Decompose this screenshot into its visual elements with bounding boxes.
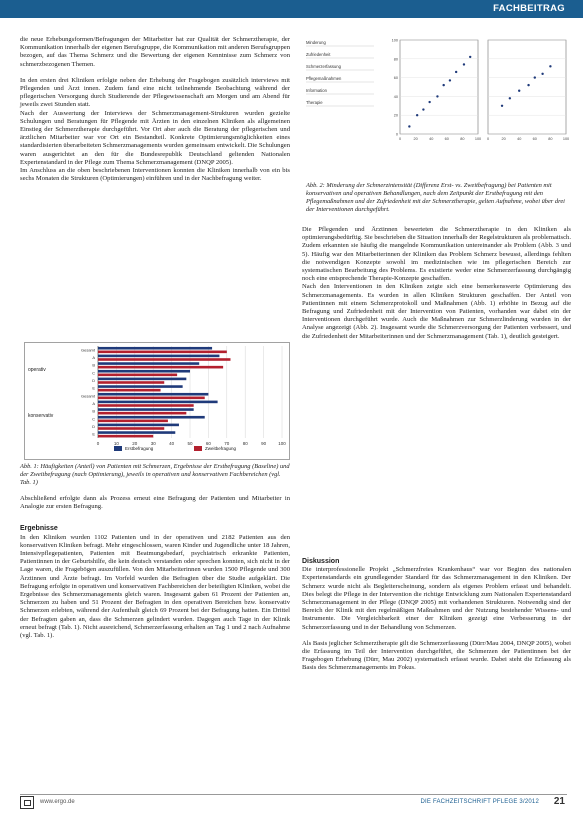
bar — [98, 404, 194, 407]
bar — [98, 381, 164, 384]
x-tick-label: 100 — [474, 137, 482, 141]
bar — [98, 420, 168, 423]
x-tick-label: 20 — [132, 441, 138, 446]
category-label: Gesamt — [80, 393, 95, 399]
bar — [98, 389, 161, 392]
bar — [98, 393, 208, 396]
footer-journal: DIE FACHZEITSCHRIFT PFLEGE 3/2012 — [420, 799, 539, 805]
category-label: E — [92, 385, 95, 391]
discussion-block — [302, 558, 571, 673]
scatter-point — [436, 95, 438, 97]
y-tick-label: 80 — [393, 57, 398, 62]
category-label: D — [92, 424, 95, 429]
bar — [98, 408, 194, 411]
x-tick-label: 0 — [96, 441, 100, 446]
left-column-bottom — [20, 495, 290, 640]
x-tick-label: 100 — [278, 441, 286, 446]
bar — [98, 366, 223, 369]
panel-frame — [488, 40, 566, 134]
legend-entry: Information — [306, 88, 327, 93]
scatter-point — [501, 105, 503, 107]
paragraph-interviews: In den ersten drei Kliniken erfolgte neben der Erhebung der Fragebogen zusätzlich interviews mit Pflegenden und Ärzt innen. Zudem fand eine nicht teilnehmende Beobachtung während der pflegerischen Versorgung durch Studierende der Pflegewissenschaft am Morgen und am Abend für jeweils zwei Stunden statt. — [20, 76, 290, 109]
paragraph-anschluss: Im Anschluss an die oben beschriebenen Interventionen konnten die Kliniken innerhalb von ein bis sechs Monaten die Strukturen (Optimierungen) einführen und in der Nachbefragung weiter. — [20, 167, 290, 183]
x-tick-label: 50 — [187, 441, 193, 446]
category-label: C — [92, 370, 95, 376]
x-tick-label: 60 — [205, 441, 211, 446]
legend-entry: Zufriedenheit — [306, 52, 331, 57]
category-label: A — [92, 401, 95, 406]
scatter-point — [455, 71, 457, 73]
x-tick-label: 20 — [501, 137, 506, 141]
group-label: konservativ — [28, 413, 54, 419]
bar — [98, 378, 186, 381]
scatter-point — [534, 76, 536, 78]
bar-chart-figure — [24, 342, 290, 460]
bar — [98, 374, 177, 377]
category-label: B — [92, 362, 95, 368]
legend-entry: Minderung — [306, 40, 326, 45]
bar — [98, 358, 230, 361]
legend-swatch — [114, 446, 122, 451]
x-tick-label: 0 — [398, 137, 402, 141]
bar — [98, 355, 219, 358]
scatter-chart-figure — [302, 34, 570, 152]
right-column — [302, 226, 571, 341]
x-tick-label: 20 — [413, 137, 418, 141]
page-footer — [0, 796, 583, 816]
bar — [98, 424, 179, 427]
category-label: C — [92, 416, 95, 422]
scatter-point — [442, 84, 444, 86]
bar — [98, 397, 205, 400]
scatter-point — [408, 125, 410, 127]
legend-label: Erstbefragung — [125, 446, 154, 451]
x-tick-label: 0 — [486, 137, 490, 141]
page-number: 21 — [553, 796, 565, 807]
legend-entry: Therapie — [306, 100, 323, 105]
results-text: In den Kliniken wurden 1102 Patienten und in der operativen und 2182 Patienten aus den konservativen Kliniken befragt. Mehr eingeschlossen, waren Kinder und Jugendliche unter 18 Jahren, Intensivpflegepatienten, Patienten mit Beatmungsbedarf, psychiatrisch erkrankte Patienten, Patientinnen in der Geburtshilfe, die kein deutsch verstanden oder sprechen konnten, sich nicht in der Lage waren, die Fragebögen auszufüllen. Von den Mitarbeiterinnen wurden 1500 Pflegende und 300 Ärztinnen und Ärzte befragt. Im Vorfeld wurden die Befragten über die Studie aufgeklärt. Die Befragung erfolgte in operativen und konservativen Fachbereichen der beteiligten Kliniken, wobei die Ergebnisse des Schmerzmanagements gleich waren. Insgesamt gaben 61 Prozent der Patienten an, Schmerzen zu haben und 51 Prozent der Befragten in den operativen Bereichen bzw. konservativ Schmerzen erlebten, während der Aufenthalt gleich 69 Prozent bei der Befragung hatten. Ein Drittel der Befragten gaben an, dass die Schmerzen gelindert wurden. Dagegen auch Tage in der Klinik erneut befragt (Tab. 1). Nicht ausreichend, Schmerzerfassung erhalten an Tag 1 und 2 nach Aufnahme (vgl. Tab. 1). — [20, 533, 290, 640]
y-tick-label: 40 — [393, 94, 398, 99]
y-tick-label: 20 — [393, 113, 398, 118]
y-tick-label: 0 — [395, 132, 398, 137]
bar — [98, 362, 199, 365]
category-label: Gesamt — [80, 347, 95, 353]
scatter-point — [527, 84, 529, 86]
bar — [98, 370, 190, 373]
bar — [98, 412, 186, 415]
figure1-caption: Abb. 1: Häufigkeiten (Anteil) von Patienten mit Schmerzen, Ergebnisse der Erstbefragung (Baseline) und der Zweitbefragung (nach Optimierung), jeweils in operativen und konservativen Fachbereichen (vgl. Tab. 1) — [20, 463, 290, 486]
bar — [98, 427, 164, 430]
discussion-heading: Diskussion — [302, 558, 340, 565]
y-tick-label: 100 — [391, 38, 398, 43]
scatter-point — [469, 56, 471, 58]
x-tick-label: 30 — [150, 441, 156, 446]
x-tick-label: 80 — [548, 137, 553, 141]
bar — [98, 435, 153, 438]
x-tick-label: 60 — [444, 137, 449, 141]
x-tick-label: 40 — [169, 441, 175, 446]
x-tick-label: 70 — [224, 441, 230, 446]
category-label: B — [92, 408, 95, 414]
discussion-text: Die interprofessionelle Projekt „Schmerzfreies Krankenhaus“ war vor Beginn des nationalen Expertenstandards ein grundlegender Standard für das Schmerzmanagement in den Kliniken. Der Schmerz wurde nicht als Begleiterscheinung, sondern als eigenes Problem erfasst und behandelt. Dies belegt die Pflege in der Intervention die richtige Entwicklung zum Nationalen Expertenstandard Schmerzmanagement in der Pflege (DNQP 2005) mit vorhandenen Strukturen. Notwendig sind der Bereich der Klinik mit den regelmäßigen Maßnahmen und der Nutzung bestehender Wissens- und Instrumente. Die Vergleichbarkeit einer der Kliniken gezeigt eine Verbesserung in der Schmerzerfassung und in der Behandlung von Schmerzen. — [302, 566, 571, 631]
x-tick-label: 90 — [261, 441, 267, 446]
paragraph-basis: Als Basis jeglicher Schmerztherapie gilt die Schmerzerfassung (Dürr/Mau 2004, DNQP 2005), wobei die Erfassung im Teil der Intervention durchgeführt, die Schmerzen der Patientinnen bei der Fragebogen Erhebung (Dürr, Mau 2002) systematisch erfasst wurde. Dabei steht die Erfassung als Basis des Schmerzmanagements im Fokus. — [302, 639, 571, 672]
group-label: operativ — [28, 367, 46, 373]
x-tick-label: 80 — [242, 441, 248, 446]
x-tick-label: 100 — [562, 137, 570, 141]
scatter-point — [549, 65, 551, 67]
section-label: FACHBEITRAG — [493, 3, 565, 14]
scatter-point — [428, 101, 430, 103]
panel-frame — [400, 40, 478, 134]
publisher-logo-icon — [20, 796, 34, 809]
footer-rule — [20, 794, 567, 795]
paragraph-schulungen: Nach der Auswertung der Interviews der Schmerzmanagement-Strukturen wurden gezielte Schulungen und Beratungen für Pflegende mit Ärzten in den einzelnen Kliniken als allgemeinen Einstieg der Schmerztherapie durchgeführt. Vor Ort aber auch die Beratung der pflegerischen und ärztlichen Mitarbeiter war vor Ort ein Bestandteil. Konkrete Optimierungsmöglichkeiten eines standardisierten überarbeiteten Schmerzmanagements wurden gemeinsam entwickelt. Die Schulungen waren ausgerichtet an den für die Bundesrepublik Deutschland geltenden Nationalen Expertenstandard in der Pflege zum Thema Schmerzmanagement (DNQP 2005). — [20, 109, 290, 166]
left-column-top — [20, 36, 290, 183]
header-banner — [0, 0, 583, 18]
paragraph-optimierung: Nach den Interventionen in den Kliniken zeigte sich eine bemerkenswerte Optimierung des Schmerzmanagements. Es wurden in allen Kliniken Strukturen geschaffen. Der Anteil von Patientinnen mit einem Schmerzprotokoll und Maßnahmen (Abb. 1) erhöhte in Bezug auf die Befragung und Zufriedenheit mit der Intervention von Patienten, vorhanden war dabei ein der Interventionen durchgeführt wurde. Auch die Maßnahmen zur Schmerzlinderung wurden in der Analyse angezeigt (Abb. 2). Insgesamt wurde die Schmerzversorgung der Patienten verbessert, und die Zufriedenheit der Mitarbeiterinnen und der Schmerzmanagement (Tab. 1), deutlich gesteigert. — [302, 283, 571, 340]
category-label: A — [92, 355, 95, 360]
figure2-caption: Abb. 2: Minderung der Schmerzintensität (Differenz Erst- vs. Zweitbefragung) bei Patienten mit konservativen und operativen Behandlungen, nach dem Zeitpunkt der Erstbefragung mit den Pflegemaßnahmen und der Zufriedenheit mit der Schmerztherapie, gelten Aufnahme, wobei über drei der Interventionen durchgeführt. — [306, 182, 565, 213]
legend-label: Zweitbefragung — [205, 446, 237, 451]
x-tick-label: 40 — [429, 137, 434, 141]
scatter-point — [416, 114, 418, 116]
paragraph-bewertung: Die Pflegenden und Ärztinnen bewerteten die Schmerztherapie in den Kliniken als optimierungsbedürftig. Sie beschrieben die Situation innerhalb der Regelstrukturen als problematisch. Zudem erkannten sie häufig die mangelnde Kommunikation untereinander als Problem (Abb. 3 und 5). Häufig war den Mitarbeiterinnen der Kliniken das Problem Schmerz bewusst, allerdings fehlten die notwendigen Konzepte sowohl im medizinischen wie im pflegerischen Bereich zur systematischen Bearbeitung des Problems. Es existierte weder eine Schmerzerfassung durchgängig noch eine entsprechende Therapie-Konzepte geschaffen. — [302, 226, 571, 283]
scatter-point — [541, 73, 543, 75]
legend-entry: Schmerzerfassung — [306, 64, 341, 69]
bar — [98, 416, 205, 419]
y-tick-label: 60 — [393, 76, 398, 81]
x-tick-label: 80 — [460, 137, 465, 141]
scatter-point — [449, 79, 451, 81]
legend-entry: Pflegemaßnahmen — [306, 76, 342, 81]
x-tick-label: 40 — [517, 137, 522, 141]
paragraph-intro: die neue Erhebungsformen/Befragungen der Mitarbeiter hat zur Qualität der Schmerztherapie, der Kommunikation innerhalb der eigenen Berufsgruppe, die Kommunikation mit anderen Berufsgruppen bezogen, auf das Thema Schmerz und die Bewertung der eigenen Kenntnisse zum Schmerz von schmerzbezogenen Themen. — [20, 36, 290, 68]
scatter-point — [518, 90, 520, 92]
bar — [98, 385, 183, 388]
bar — [98, 347, 212, 350]
results-heading: Ergebnisse — [20, 525, 58, 533]
paragraph-abschluss: Abschließend erfolgte dann als Prozess erneut eine Befragung der Patienten und Mitarbeiter in Analogie zur ersten Befragung. — [20, 495, 290, 511]
x-tick-label: 60 — [532, 137, 537, 141]
category-label: E — [92, 431, 95, 437]
scatter-point — [422, 108, 424, 110]
bar — [98, 401, 218, 404]
scatter-point — [509, 97, 511, 99]
bar — [98, 431, 175, 434]
x-tick-label: 10 — [113, 441, 119, 446]
category-label: D — [92, 378, 95, 383]
bar — [98, 351, 227, 354]
legend-swatch — [194, 446, 202, 451]
scatter-point — [463, 63, 465, 65]
footer-website[interactable]: www.ergo.de — [40, 799, 75, 805]
